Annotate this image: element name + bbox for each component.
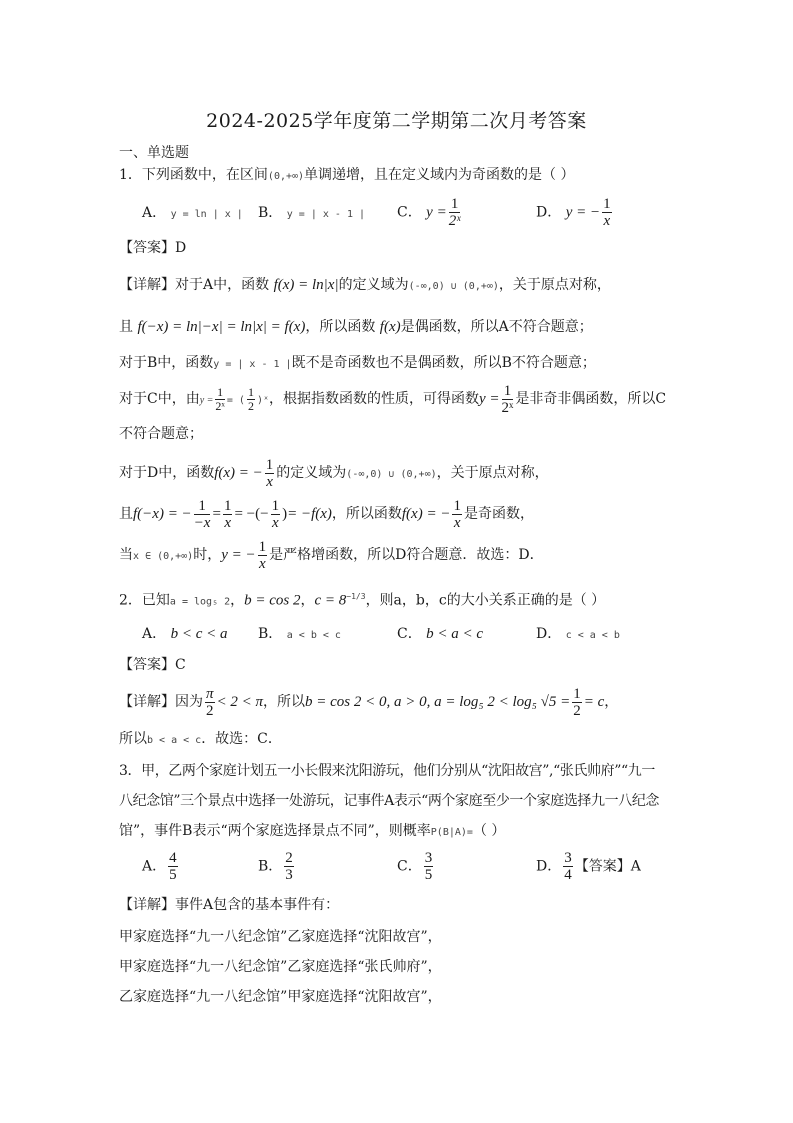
q1-option-a: A． y = ln | x | (142, 205, 243, 221)
q2-stem: 2．已知a = log₅ 2，b = cos 2，$c = 8^{-1/3}$，则a，b，c的大小关系正确的是（ ） (119, 592, 606, 609)
q2-option-c: C． b < a < c (397, 626, 484, 642)
q1-detail-4: 对于C中，由y = $\frac{1}{\text{2ˣ}}$ = ( $\frac{1}{2}$ )ˣ，根据指数函数的性质，可得函数y = $\frac{1}{\text{2ˣ}}$ 是非奇非偶函数，所以C (119, 382, 667, 416)
q2-detail-2: 所以b < a < c．故选：C． (119, 731, 282, 747)
q1-stem: 1．下列函数中，在区间(0,+∞)单调递增，且在定义域内为奇函数的是（ ） (119, 167, 575, 183)
q1-detail-8: 当x ∈ (0,+∞)时，y = − $\frac{1}{x}$ 是严格增函数，所以D符合题意．故选：D． (119, 538, 544, 572)
q1-answer: 【答案】D (119, 240, 187, 256)
q3-detail-2: 甲家庭选择“九一八纪念馆”乙家庭选择“沈阳故宫”， (119, 929, 442, 945)
q1-option-b: B． y = | x - 1 | (258, 205, 366, 221)
q1-option-c: C． y = $\frac{1}{\text{2ˣ}}$ (397, 196, 461, 229)
q1-detail-7: 且f(−x) = − $\frac{1}{-x}$ = $\frac{1}{x}$ = −(− $\frac{1}{x}$ )= −f(x)，所以函数f(x) = − $\frac{1}{x}$ 是奇函数， (119, 497, 534, 531)
q3-detail-3: 甲家庭选择“九一八纪念馆”乙家庭选择“张氏帅府”， (119, 959, 442, 975)
q3-option-d: D． $\frac{3}{4}$ 【答案】A (536, 850, 641, 883)
q2-option-b: B． a < b < c (258, 626, 341, 642)
q3-answer: 【答案】A (574, 858, 641, 875)
q1-detail-1: 【详解】对于A中，函数 f(x) = ln|x|的定义域为(-∞,0) ∪ (0,+∞)，关于原点对称， (119, 277, 611, 293)
q2-option-a: A． b < c < a (142, 626, 228, 642)
q3-detail-1: 【详解】事件A包含的基本事件有： (119, 897, 340, 913)
q1-detail-5: 不符合题意； (119, 426, 203, 442)
q1-option-d: D． y = − $\frac{1}{x}$ (536, 196, 611, 229)
q3-stem-line2: 八纪念馆”三个景点中选择一处游玩，记事件A表示“两个家庭至少一个家庭选择九一八纪念 (119, 793, 660, 809)
q1-detail-3: 对于B中，函数y = | x - 1 |既不是奇函数也不是偶函数，所以B不符合题意； (119, 355, 596, 371)
q3-stem-line3: 馆”，事件B表示“两个家庭选择景点不同”，则概率P(B∣A)=（ ） (119, 823, 506, 839)
q3-option-b: B． $\frac{2}{3}$ (258, 850, 293, 883)
page-title: 2024-2025学年度第二学期第二次月考答案 (206, 110, 587, 132)
q2-answer: 【答案】C (119, 657, 186, 673)
q1-detail-6: 对于D中，函数f(x) = − $\frac{1}{x}$ 的定义域为(-∞,0) ∪ (0,+∞)，关于原点对称， (119, 456, 549, 490)
q3-option-c: C． $\frac{3}{5}$ (397, 850, 433, 883)
q2-detail-1: 【详解】因为 $\frac{\pi}{2}$ < 2 < π，所以b = cos 2 < 0, a > 0, a = log₅ 2 < log₅ √5 = $\frac{1}{2}$ = c， (119, 685, 619, 719)
q3-stem-line1: 3．甲，乙两个家庭计划五一小长假来沈阳游玩，他们分别从“沈阳故宫”,“张氏帅府”“九一 (119, 763, 655, 779)
q2-option-d: D． c < a < b (536, 626, 620, 642)
q3-option-a: A． $\frac{4}{5}$ (142, 850, 177, 883)
q3-detail-4: 乙家庭选择“九一八纪念馆”甲家庭选择“沈阳故宫”， (119, 989, 442, 1005)
section-heading: 一、单选题 (119, 145, 189, 161)
q1-detail-2: 且 f(−x) = ln|−x| = ln|x| = f(x)，所以函数 f(x)是偶函数，所以A不符合题意； (119, 319, 593, 335)
